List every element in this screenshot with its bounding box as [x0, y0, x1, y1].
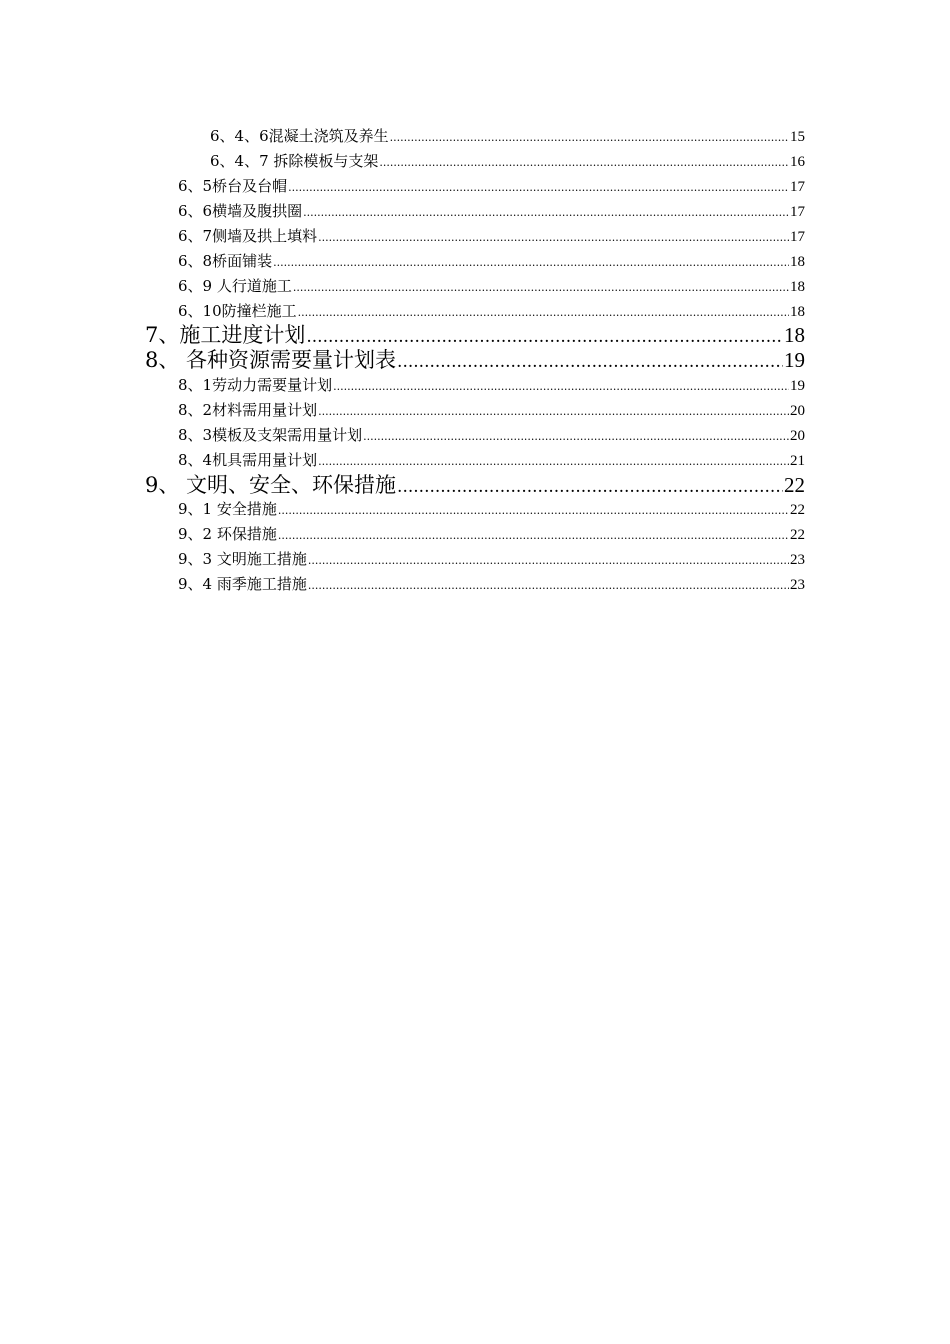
toc-dot-leader — [397, 349, 783, 375]
toc-dot-leader — [288, 177, 789, 199]
toc-entry-label: 9、 文明、安全、环保措施 — [145, 473, 397, 497]
toc-entry-label: 6、4、7 拆除模板与支架 — [210, 152, 379, 170]
toc-dot-leader — [397, 474, 783, 500]
toc-entry[interactable] — [178, 300, 805, 322]
toc-entry-label: 7、施工进度计划 — [145, 323, 306, 347]
toc-page-number: 16 — [790, 154, 805, 170]
toc-dot-leader — [278, 500, 789, 522]
toc-entry[interactable] — [210, 150, 805, 172]
toc-page-number: 20 — [790, 403, 805, 419]
toc-page-number: 18 — [784, 323, 805, 347]
toc-dot-leader — [318, 401, 789, 423]
toc-entry[interactable] — [178, 449, 805, 471]
toc-entry[interactable] — [178, 399, 805, 421]
toc-dot-leader — [390, 127, 789, 149]
toc-entry[interactable] — [178, 275, 805, 297]
toc-dot-leader — [318, 227, 789, 249]
toc-entry-label: 9、3 文明施工措施 — [178, 550, 307, 568]
toc-chapter-entry[interactable] — [145, 472, 805, 498]
toc-dot-leader — [318, 451, 789, 473]
toc-page-number: 17 — [790, 179, 805, 195]
toc-page-number: 19 — [790, 378, 805, 394]
toc-page-number: 23 — [790, 577, 805, 593]
toc-entry[interactable] — [178, 175, 805, 197]
toc-entry-label: 9、4 雨季施工措施 — [178, 575, 307, 593]
toc-entry[interactable] — [178, 374, 805, 396]
toc-page-number: 18 — [790, 254, 805, 270]
toc-chapter-entry[interactable] — [145, 322, 805, 348]
toc-page-number: 19 — [784, 348, 805, 372]
toc-entry[interactable] — [178, 498, 805, 520]
toc-entry[interactable] — [178, 250, 805, 272]
toc-dot-leader — [303, 202, 789, 224]
toc-page-number: 21 — [790, 453, 805, 469]
toc-entry-label: 6、5桥台及台帽 — [178, 177, 288, 195]
toc-page-number: 17 — [790, 204, 805, 220]
toc-entry[interactable] — [178, 523, 805, 545]
toc-entry-label: 6、7侧墙及拱上填料 — [178, 227, 318, 245]
toc-page-number: 20 — [790, 428, 805, 444]
toc-entry[interactable] — [210, 125, 805, 147]
toc-entry-label: 8、3模板及支架需用量计划 — [178, 426, 363, 444]
toc-entry-label: 8、1劳动力需要量计划 — [178, 376, 333, 394]
toc-entry-label: 6、9 人行道施工 — [178, 277, 292, 295]
toc-page-number: 15 — [790, 129, 805, 145]
toc-entry-label: 8、4机具需用量计划 — [178, 451, 318, 469]
toc-entry-label: 9、1 安全措施 — [178, 500, 277, 518]
toc-dot-leader — [293, 277, 789, 299]
toc-entry[interactable] — [178, 225, 805, 247]
toc-page-number: 23 — [790, 552, 805, 568]
toc-page-number: 22 — [790, 502, 805, 518]
toc-dot-leader — [379, 152, 789, 174]
toc-chapter-entry[interactable] — [145, 347, 805, 373]
toc-dot-leader — [278, 525, 789, 547]
toc-entry-label: 6、6横墙及腹拱圈 — [178, 202, 303, 220]
toc-entry-label: 6、10防撞栏施工 — [178, 302, 297, 320]
toc-dot-leader — [333, 376, 789, 398]
toc-dot-leader — [298, 302, 789, 324]
toc-entry-label: 8、 各种资源需要量计划表 — [145, 348, 397, 372]
toc-entry[interactable] — [178, 573, 805, 595]
toc-dot-leader — [273, 252, 789, 274]
toc-page-number: 18 — [790, 279, 805, 295]
toc-entry[interactable] — [178, 200, 805, 222]
toc-entry-label: 9、2 环保措施 — [178, 525, 277, 543]
toc-entry-label: 6、4、6混凝土浇筑及养生 — [210, 127, 389, 145]
toc-dot-leader — [308, 550, 789, 572]
toc-entry-label: 6、8桥面铺装 — [178, 252, 273, 270]
toc-entry-label: 8、2材料需用量计划 — [178, 401, 318, 419]
toc-entry[interactable] — [178, 548, 805, 570]
toc-page-number: 17 — [790, 229, 805, 245]
toc-page-number: 22 — [790, 527, 805, 543]
toc-dot-leader — [308, 575, 789, 597]
toc-entry[interactable] — [178, 424, 805, 446]
toc-dot-leader — [363, 426, 789, 448]
toc-page-number: 18 — [790, 304, 805, 320]
toc-page-number: 22 — [784, 473, 805, 497]
